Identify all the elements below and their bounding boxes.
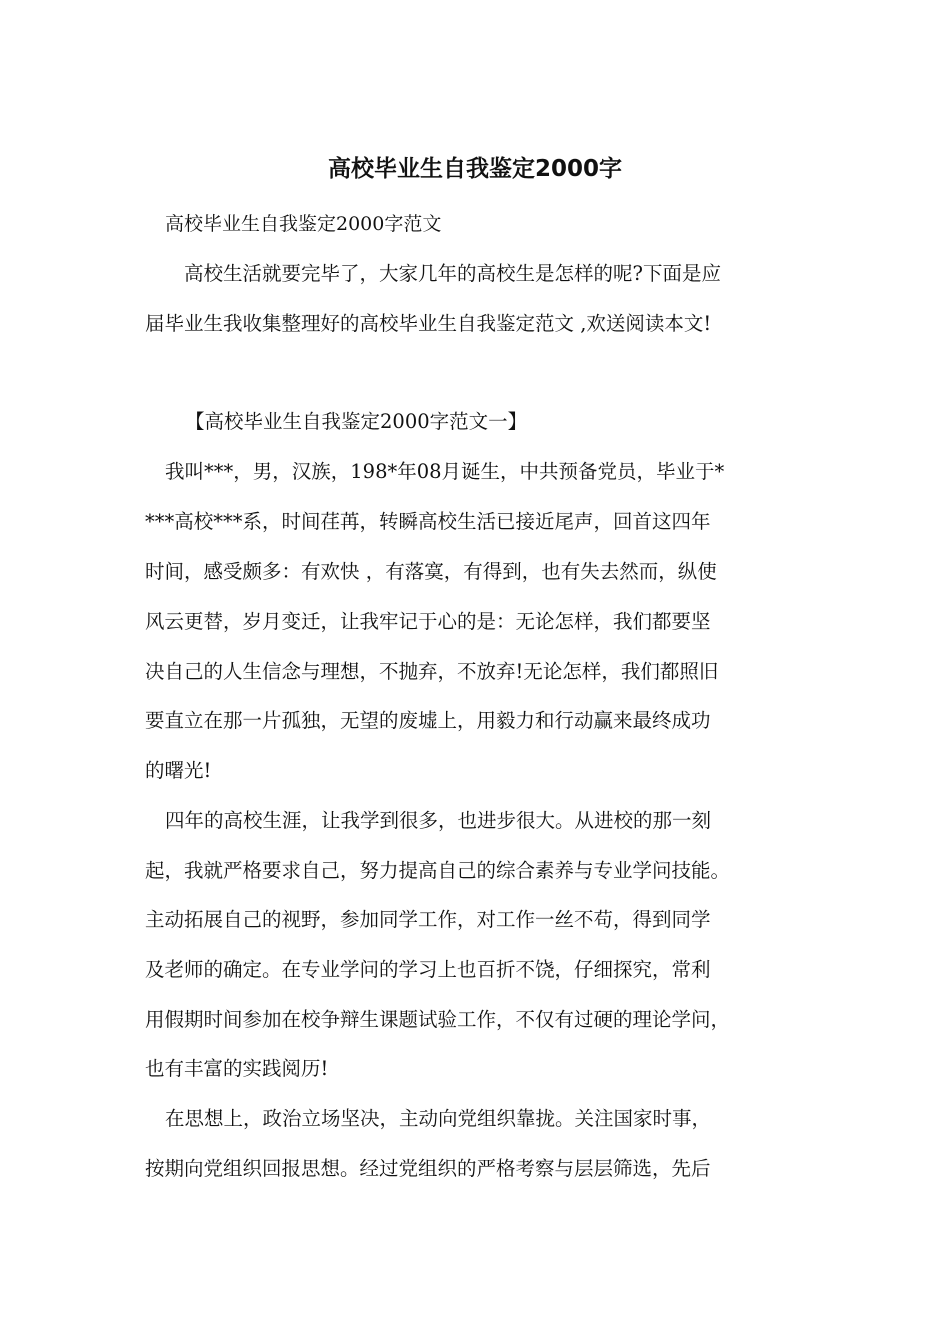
paragraph-line: 的曙光! (145, 759, 212, 782)
paragraph-line: 按期向党组织回报思想。经过党组织的严格考察与层层筛选，先后 (145, 1157, 711, 1180)
document-subtitle: 高校毕业生自我鉴定2000字范文 (165, 213, 442, 235)
paragraph-line: 用假期时间参加在校争辩生课题试验工作，不仅有过硬的理论学问， (145, 1008, 731, 1031)
paragraph-line: 决自己的人生信念与理想，不抛弃，不放弃!无论怎样，我们都照旧 (145, 660, 719, 683)
paragraph-line: 风云更替，岁月变迁，让我牢记于心的是：无论怎样，我们都要坚 (145, 610, 711, 633)
paragraph-line: 主动拓展自己的视野，参加同学工作，对工作一丝不苟，得到同学 (145, 908, 711, 931)
paragraph-line: 在思想上，政治立场坚决，主动向党组织靠拢。关注国家时事， (165, 1107, 712, 1130)
paragraph-line: 也有丰富的实践阅历! (145, 1057, 329, 1080)
paragraph-line: 要直立在那一片孤独，无望的废墟上，用毅力和行动赢来最终成功 (145, 709, 711, 732)
paragraph-line: ***高校***系，时间荏苒，转瞬高校生活已接近尾声，回首这四年 (145, 510, 711, 533)
paragraph-line: 四年的高校生涯，让我学到很多，也进步很大。从进校的那一刻 (165, 809, 712, 832)
paragraph-line: 及老师的确定。在专业学问的学习上也百折不饶，仔细探究，常利 (145, 958, 711, 981)
paragraph-line: 届毕业生我收集整理好的高校毕业生自我鉴定范文 ,欢送阅读本文! (145, 312, 712, 335)
paragraph-line: 起，我就严格要求自己，努力提高自己的综合素养与专业学问技能。 (145, 859, 731, 882)
paragraph-line: 时间，感受颇多：有欢快 ，有落寞，有得到，也有失去然而，纵使 (145, 560, 717, 583)
paragraph-line: 我叫***，男，汉族，198*年08月诞生，中共预备党员，毕业于* (165, 460, 725, 483)
section-heading: 【高校毕业生自我鉴定2000字范文一】 (185, 410, 528, 433)
document-title: 高校毕业生自我鉴定2000字 (327, 156, 622, 182)
paragraph-line: 高校生活就要完毕了，大家几年的高校生是怎样的呢?下面是应 (184, 262, 721, 285)
